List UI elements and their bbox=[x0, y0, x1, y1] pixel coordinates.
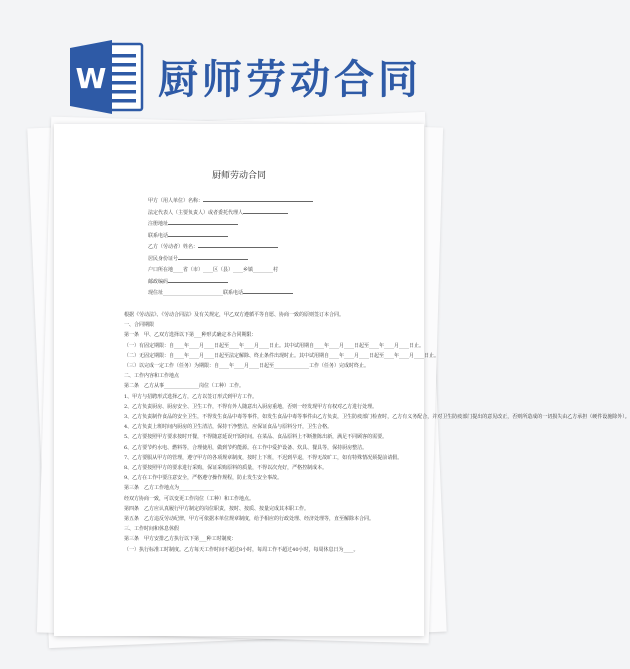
field-row bbox=[148, 288, 408, 300]
field-label: 户口所在地____省（市）____区（县）____乡镇________村 bbox=[148, 267, 279, 273]
field-label: 甲方（用人单位）名称： bbox=[148, 198, 204, 204]
body-line: 6、乙方要节约水电、燃料等，合理使用，做到节约能源。在工作中爱护设备、炊具、餐具等，保持厨房整洁。 bbox=[124, 444, 368, 451]
party-fields bbox=[148, 196, 408, 300]
body-line: 第五条 乙方违反劳动纪律，甲方可依据本单位规章制度，给予相应的行政处理、经济处理等，直至解除本合同。 bbox=[124, 516, 375, 523]
body-line: 2、乙方负责厨房、厨房安全、卫生工作，不得有外人随意出入厨房重地，否则一经发现甲方有权对乙方进行处理。 bbox=[124, 403, 378, 410]
body-line: 一、合同期限 bbox=[124, 322, 155, 329]
document-body bbox=[124, 310, 630, 555]
body-line: （一）执行标准工时制度。乙方每天工作时间不超过8小时，每周工作不超过40小时，每周休息日为____。 bbox=[124, 546, 359, 553]
body-line: 5、乙方要按照甲方要求按时开餐，不得随意延误开饭时间。在菜品、食品原料上不断推陈出新，满足不同顾客的需要。 bbox=[124, 434, 388, 441]
field-blank bbox=[168, 219, 238, 225]
field-row bbox=[148, 254, 408, 266]
body-line: （二）无固定期限：自____年____月____日起至法定解除、终止条件出现时止。其中试用期自____年____月____日起至____年____月____日止。 bbox=[124, 352, 440, 359]
body-line: 二、工作内容和工作地点 bbox=[124, 373, 180, 380]
body-line: 8、乙方要按照甲方的要求进行采购，保证采购原料的质量，不得以次充好，严格控制成本。 bbox=[124, 465, 328, 472]
body-line: 第二条 乙方从事______________岗位（工种）工作。 bbox=[124, 383, 245, 390]
body-line: 经双方协商一致，可以变更工作岗位（工种）和工作地点。 bbox=[124, 495, 255, 502]
body-line: （三）以完成一定工作（任务）为期限：自____年____月____日起至______________工作（任务）完成时终止。 bbox=[124, 363, 370, 370]
body-line: 1、甲方与招聘形式选择乙方，乙方以签订形式到甲方工作。 bbox=[124, 393, 258, 400]
field-label: 联系电话 bbox=[148, 232, 169, 239]
field-blank bbox=[243, 288, 293, 294]
banner bbox=[0, 0, 474, 120]
field-row bbox=[148, 277, 408, 289]
body-line: 根据《劳动法》、《劳动合同法》及有关规定，甲乙双方遵循平等自愿、协商一致的原则签订本合同。 bbox=[124, 312, 345, 318]
word-letter: W bbox=[75, 62, 107, 95]
banner-title: 厨师劳动合同 bbox=[158, 57, 422, 103]
body-line: 3、乙方负责制作食品的安全卫生，不得发生食品中毒等事件，如发生食品中毒等事件由乙方负责，卫生防疫部门检查时，乙方有义务配合，并对卫生防疫部门提出的意见改正，否则所造成的一切损失由乙方承担（硬件设施除外）。 bbox=[124, 414, 630, 421]
field-row bbox=[148, 231, 408, 243]
body-line: 9、乙方在工作中要注意安全，严格遵守操作规程，防止发生安全事故。 bbox=[124, 475, 283, 482]
field-row bbox=[148, 219, 408, 231]
word-icon bbox=[68, 38, 144, 116]
body-line: 第三条 乙方工作地点为______________ bbox=[124, 485, 215, 492]
field-row bbox=[148, 265, 408, 277]
field-blank bbox=[168, 231, 228, 237]
document-title: 厨师劳动合同 bbox=[211, 171, 266, 181]
field-label: 乙方（劳动者）姓名： bbox=[148, 244, 199, 250]
body-line: 第四条 乙方应认真履行甲方制定的岗位职责，按时、按质、按量完成其本职工作。 bbox=[124, 505, 310, 512]
field-blank bbox=[203, 196, 313, 202]
body-line: （一）有固定期限：自____年____月____日起至____年____月____日止。其中试用期自____年____月____日起至____年____月____日止。 bbox=[124, 342, 425, 349]
field-row bbox=[148, 196, 408, 208]
field-blank bbox=[243, 208, 288, 214]
field-label: 现住址________________________联系电话 bbox=[148, 290, 244, 296]
body-line: 4、乙方负责上班时间内厨房的卫生清洁，保持干净整洁，应保证食品与原料分开，卫生合格。 bbox=[124, 424, 333, 431]
field-blank bbox=[198, 242, 278, 248]
body-line: 第三条 甲方安排乙方执行以下第___种工时制度： bbox=[124, 536, 237, 543]
field-blank bbox=[168, 277, 228, 283]
field-label: 法定代表人（主要负责人）或者委托代理人 bbox=[148, 209, 244, 216]
body-line: 7、乙方要服从甲方的管理，遵守甲方的各项规章制度，按时上下班，不迟到早退，不得无故旷工，如有特殊情况须提前请假。 bbox=[124, 454, 403, 461]
field-label: 居民身份证号 bbox=[148, 255, 179, 262]
body-line: 第一条 甲、乙双方选择以下第___种形式确定本合同期限： bbox=[124, 332, 257, 339]
body-line: 三、工作时间和休息休假 bbox=[124, 526, 180, 533]
field-label: 注册地址 bbox=[148, 221, 169, 227]
field-label: 邮政编码 bbox=[148, 278, 169, 285]
field-row bbox=[148, 208, 408, 220]
field-blank bbox=[178, 254, 248, 260]
document-page bbox=[54, 124, 630, 636]
field-row bbox=[148, 242, 408, 254]
